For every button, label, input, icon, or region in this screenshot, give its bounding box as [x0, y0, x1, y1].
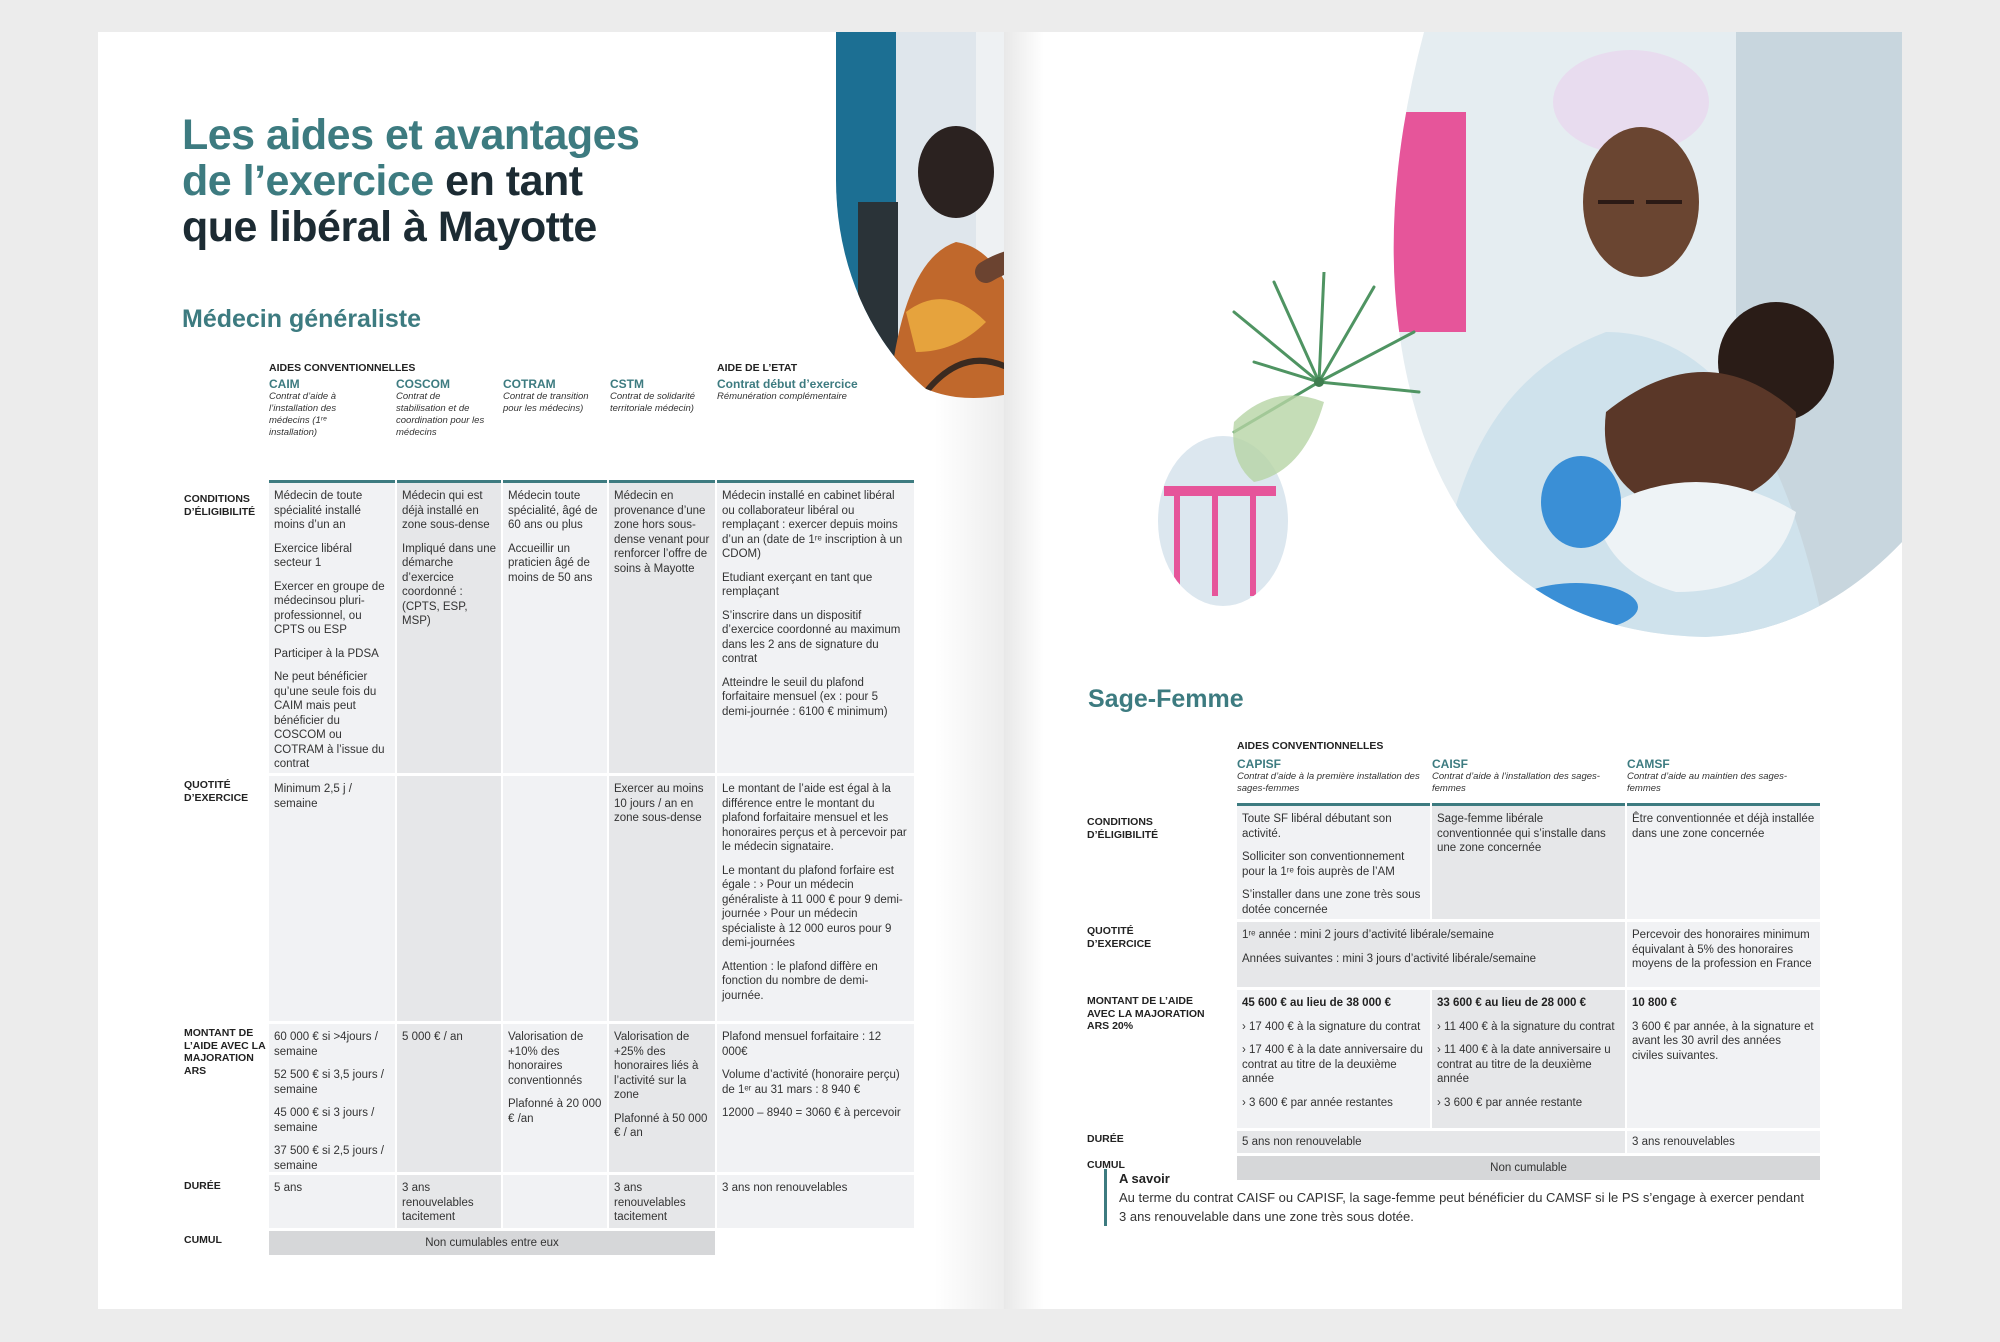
cell-cotram-montant: Valorisation de +10% des honoraires conventionnés Plafonné à 20 000 € /an — [503, 1024, 607, 1172]
row-label-cumul: CUMUL — [184, 1234, 222, 1246]
cell-cotram-conditions: Médecin toute spécialité, âgé de 60 ans ou plus Accueillir un praticien âgé de moins de 50 ans — [503, 483, 607, 773]
cell-debut-quotite: Le montant de l’aide est égal à la différence entre le montant du plafond forfaitaire mensuel et les honoraires perçus et à percevoir par le médecin signataire. Le montant du plafond forfaire est égale : › Pour un médecin généraliste à 11 000 € pour 9 demi-journée › Pour un médecin spécialiste à 12 000 euros pour 9 demi-journées Attention : le plafond diffère en fonction du nombre de demi-journée. — [717, 776, 914, 1021]
row-label-duree-sf: DURÉE — [1087, 1133, 1124, 1145]
cell-camsf-montant: 10 800 € 3 600 € par année, à la signature et avant les 30 avril des années civiles suivantes. — [1627, 990, 1820, 1128]
col-header-coscom: COSCOM Contrat de stabilisation et de coordination pour les médecins — [396, 377, 485, 438]
cell-capisf-montant: 45 600 € au lieu de 38 000 € › 17 400 € à la signature du contrat › 17 400 € à la date anniversaire du contrat au titre de la deuxième année › 3 600 € par année restantes — [1237, 990, 1430, 1128]
cell-cotram-quotite — [503, 776, 607, 1021]
section-title-medecin: Médecin généraliste — [182, 305, 421, 333]
a-savoir-text: Au terme du contrat CAISF ou CAPISF, la sage-femme peut bénéficier du CAMSF si le PS s’engage à exercer pendant 3 ans renouvelable dans une zone très sous dotée. — [1119, 1190, 1805, 1224]
cell-caisf-montant: 33 600 € au lieu de 28 000 € › 11 400 € à la signature du contrat › 11 400 € à la date anniversaire u contrat au titre de la deuxième année › 3 600 € par année restante — [1432, 990, 1625, 1128]
title-line-1: Les aides et avantages — [182, 111, 640, 159]
col-header-camsf: CAMSF Contrat d’aide au maintien des sages-femmes — [1627, 757, 1788, 794]
palm-leaf-illustration — [1214, 272, 1424, 492]
cell-cumul-medecin: Non cumulables entre eux — [269, 1231, 715, 1255]
cell-camsf-duree: 3 ans renouvelables — [1627, 1131, 1820, 1153]
page-title — [182, 112, 639, 250]
cell-capisf-conditions: Toute SF libéral débutant son activité. Solliciter son conventionnement pour la 1ʳᵉ fois auprès de l’AM S’installer dans une zone très sous dotée concernée — [1237, 806, 1430, 919]
row-label-quotite-sf: QUOTITÉ D’EXERCICE — [1087, 925, 1152, 950]
a-savoir-title: A savoir — [1119, 1171, 1170, 1186]
cell-cstm-quotite: Exercer au moins 10 jours / an en zone sous-dense — [609, 776, 715, 1021]
a-savoir-note — [1104, 1169, 1804, 1226]
right-page — [1004, 32, 1902, 1309]
cell-cstm-duree: 3 ans renouvelables tacitement — [609, 1175, 715, 1228]
cell-coscom-montant: 5 000 € / an — [397, 1024, 501, 1172]
cell-coscom-conditions: Médecin qui est déjà installé en zone sous-dense Impliqué dans une démarche d’exercice coordonné : (CPTS, ESP, MSP) — [397, 483, 501, 773]
row-label-montant: MONTANT DE L’AIDE AVEC LA MAJORATION ARS — [184, 1027, 266, 1077]
group-label-etat: AIDE DE L’ETAT — [717, 362, 798, 374]
cell-caim-conditions: Médecin de toute spécialité installé moins d’un an Exercice libéral secteur 1 Exercer en groupe de médecinsou pluri-professionnel, ou CPTS ou ESP Participer à la PDSA Ne peut bénéficier qu’une seule fois du CAIM mais peut bénéficier du COSCOM ou COTRAM à l’issue du contrat — [269, 483, 395, 773]
col-header-cotram: COTRAM Contrat de transition pour les médecins) — [503, 377, 589, 414]
cell-camsf-quotite: Percevoir des honoraires minimum équivalant à 5% des honoraires moyens de la profession en France — [1627, 922, 1820, 987]
cell-debut-conditions: Médecin installé en cabinet libéral ou collaborateur libéral ou remplaçant : exercer depuis moins d’un an (date de 1ʳᵉ inscription à un CDOM) Etudiant exerçant en tant que remplaçant S’inscrire dans un dispositif d’exercice coordonné au maximum dans les 2 ans de signature du contrat Atteindre le seuil du plafond forfaitaire mensuel (ex : pour 5 demi-journée : 6100 € minimum) — [717, 483, 914, 773]
col-header-caim: CAIM Contrat d’aide à l’installation des médecins (1ʳᵉ installation) — [269, 377, 337, 438]
cell-caisf-conditions: Sage-femme libérale conventionnée qui s’installe dans une zone concernée — [1432, 806, 1625, 919]
page-gutter-shadow — [1004, 32, 1044, 1309]
col-header-contrat-debut: Contrat début d’exercice Rémunération complémentaire — [717, 377, 858, 402]
cell-capisf-caisf-quotite: 1ʳᵉ année : mini 2 jours d’activité libérale/semaine Années suivantes : mini 3 jours d’activité libérale/semaine — [1237, 922, 1625, 987]
cell-coscom-quotite — [397, 776, 501, 1021]
cell-capisf-caisf-duree: 5 ans non renouvelable — [1237, 1131, 1625, 1153]
col-header-capisf: CAPISF Contrat d’aide à la première installation des sages-femmes — [1237, 757, 1420, 794]
cell-caim-duree: 5 ans — [269, 1175, 395, 1228]
title-highlight: de l’exercice — [182, 157, 434, 205]
section-title-sagefemme: Sage-Femme — [1088, 685, 1244, 713]
cell-debut-montant: Plafond mensuel forfaitaire : 12 000€ Volume d’activité (honoraire perçu) de 1ᵉʳ au 31 mars : 8 940 € 12000 – 8940 = 3060 € à percevoir — [717, 1024, 914, 1172]
cell-cumul-sagefemme: Non cumulable — [1237, 1156, 1820, 1180]
row-label-montant-sf: MONTANT DE L’AIDE AVEC LA MAJORATION ARS 20% — [1087, 995, 1205, 1032]
cell-caim-montant: 60 000 € si >4jours / semaine 52 500 € si 3,5 jours / semaine 45 000 € si 3 jours / semaine 37 500 € si 2,5 jours / semaine — [269, 1024, 395, 1172]
title-line-3: que libéral à Mayotte — [182, 203, 597, 251]
col-header-caisf: CAISF Contrat d’aide à l’installation des sages-femmes — [1432, 757, 1600, 794]
group-label-conventionnelles-sf: AIDES CONVENTIONNELLES — [1237, 740, 1384, 752]
cell-coscom-duree: 3 ans renouvelables tacitement — [397, 1175, 501, 1228]
row-label-conditions-sf: CONDITIONS D’ÉLIGIBILITÉ — [1087, 816, 1159, 841]
cell-caim-quotite: Minimum 2,5 j / semaine — [269, 776, 395, 1021]
row-label-cumul-sf: CUMUL — [1087, 1159, 1125, 1171]
title-line-2-rest: en tant — [433, 157, 583, 205]
cell-camsf-conditions: Être conventionnée et déjà installée dans une zone concernée — [1627, 806, 1820, 919]
row-label-duree: DURÉE — [184, 1180, 221, 1192]
left-page — [98, 32, 1004, 1309]
midwife-baby-photo — [1376, 32, 1902, 637]
row-label-quotite: QUOTITÉ D’EXERCICE — [184, 779, 249, 804]
col-header-cstm: CSTM Contrat de solidarité territoriale médecin) — [610, 377, 696, 414]
cell-debut-duree: 3 ans non renouvelables — [717, 1175, 914, 1228]
doctor-patient-photo — [836, 32, 1004, 432]
row-label-conditions: CONDITIONS D’ÉLIGIBILITÉ — [184, 493, 256, 518]
group-label-conventionnelles: AIDES CONVENTIONNELLES — [269, 362, 416, 374]
cell-cotram-duree — [503, 1175, 607, 1228]
cell-cstm-montant: Valorisation de +25% des honoraires liés à l’activité sur la zone Plafonné à 50 000 € / an — [609, 1024, 715, 1172]
cell-cstm-conditions: Médecin en provenance d’une zone hors sous-dense venant pour renforcer l’offre de soins à Mayotte — [609, 483, 715, 773]
